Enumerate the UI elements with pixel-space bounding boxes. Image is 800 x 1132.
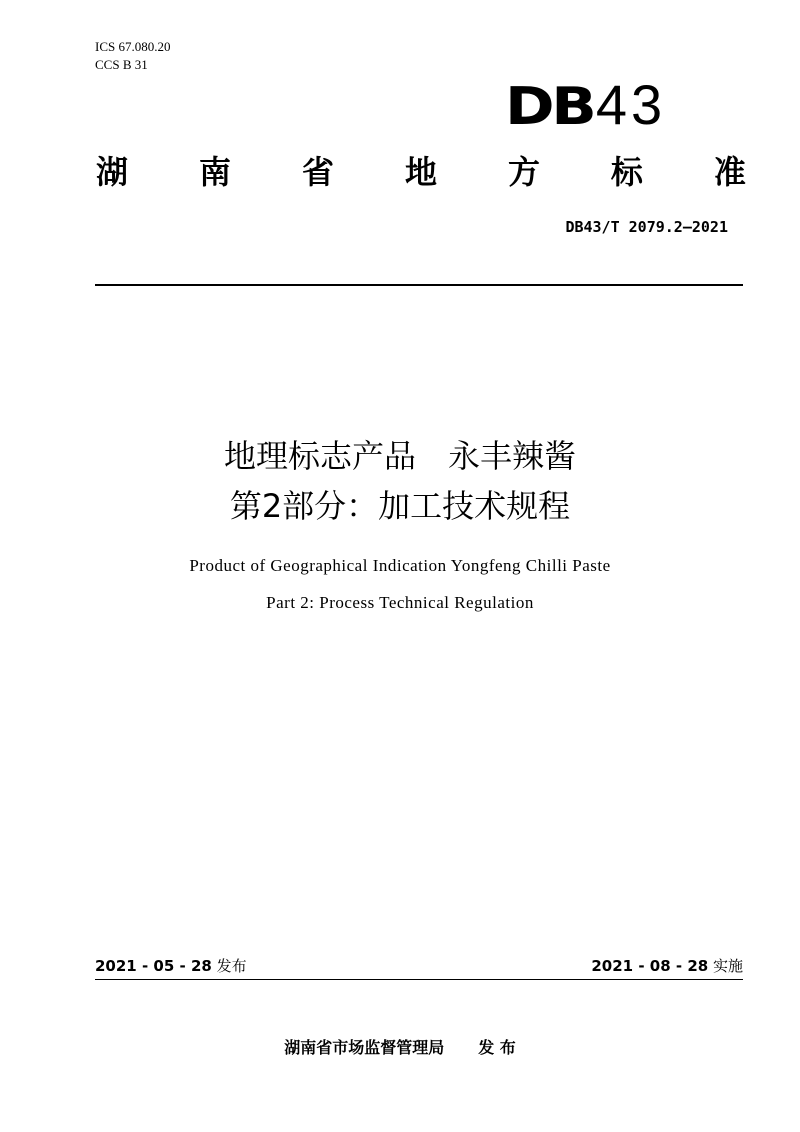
top-divider [95, 284, 743, 286]
standard-number: DB43/T 2079.2—2021 [565, 218, 728, 236]
issue-label: 发布 [216, 957, 247, 975]
title-zh-line2: 第2部分：加工技术规程 [229, 487, 571, 525]
province-char: 湖 [96, 153, 129, 191]
implement-date: 2021 - 08 - 28 [591, 957, 709, 975]
province-char: 标 [610, 153, 643, 191]
implement-date-group [591, 955, 743, 976]
issuer-line [0, 1035, 800, 1058]
date-line [95, 955, 743, 976]
issue-date: 2021 - 05 - 28 [95, 957, 212, 975]
title-en-line1: Product of Geographical Indication Yongfeng Chilli Paste [189, 556, 611, 575]
issuer-name: 湖南省市场监督管理局 [284, 1038, 445, 1057]
db-letters: DB [505, 77, 594, 137]
implement-label: 实施 [712, 957, 743, 975]
title-en-line2: Part 2: Process Technical Regulation [266, 593, 534, 612]
province-char: 方 [507, 153, 540, 191]
ccs-code: CCS B 31 [95, 57, 148, 72]
db-region-number: 43 [595, 73, 667, 136]
ics-code: ICS 67.080.20 [95, 39, 171, 54]
issue-date-group [95, 955, 247, 976]
title-zh-line1: 地理标志产品 永丰辣酱 [223, 437, 576, 475]
province-char: 地 [404, 153, 437, 191]
province-char: 南 [198, 153, 231, 191]
province-char: 省 [301, 153, 334, 191]
bottom-divider [95, 979, 743, 980]
classification-codes [95, 38, 170, 74]
db-logo [505, 72, 667, 137]
standard-type-title [96, 150, 746, 194]
province-char: 准 [713, 153, 746, 191]
issuer-action: 发 布 [478, 1038, 516, 1057]
